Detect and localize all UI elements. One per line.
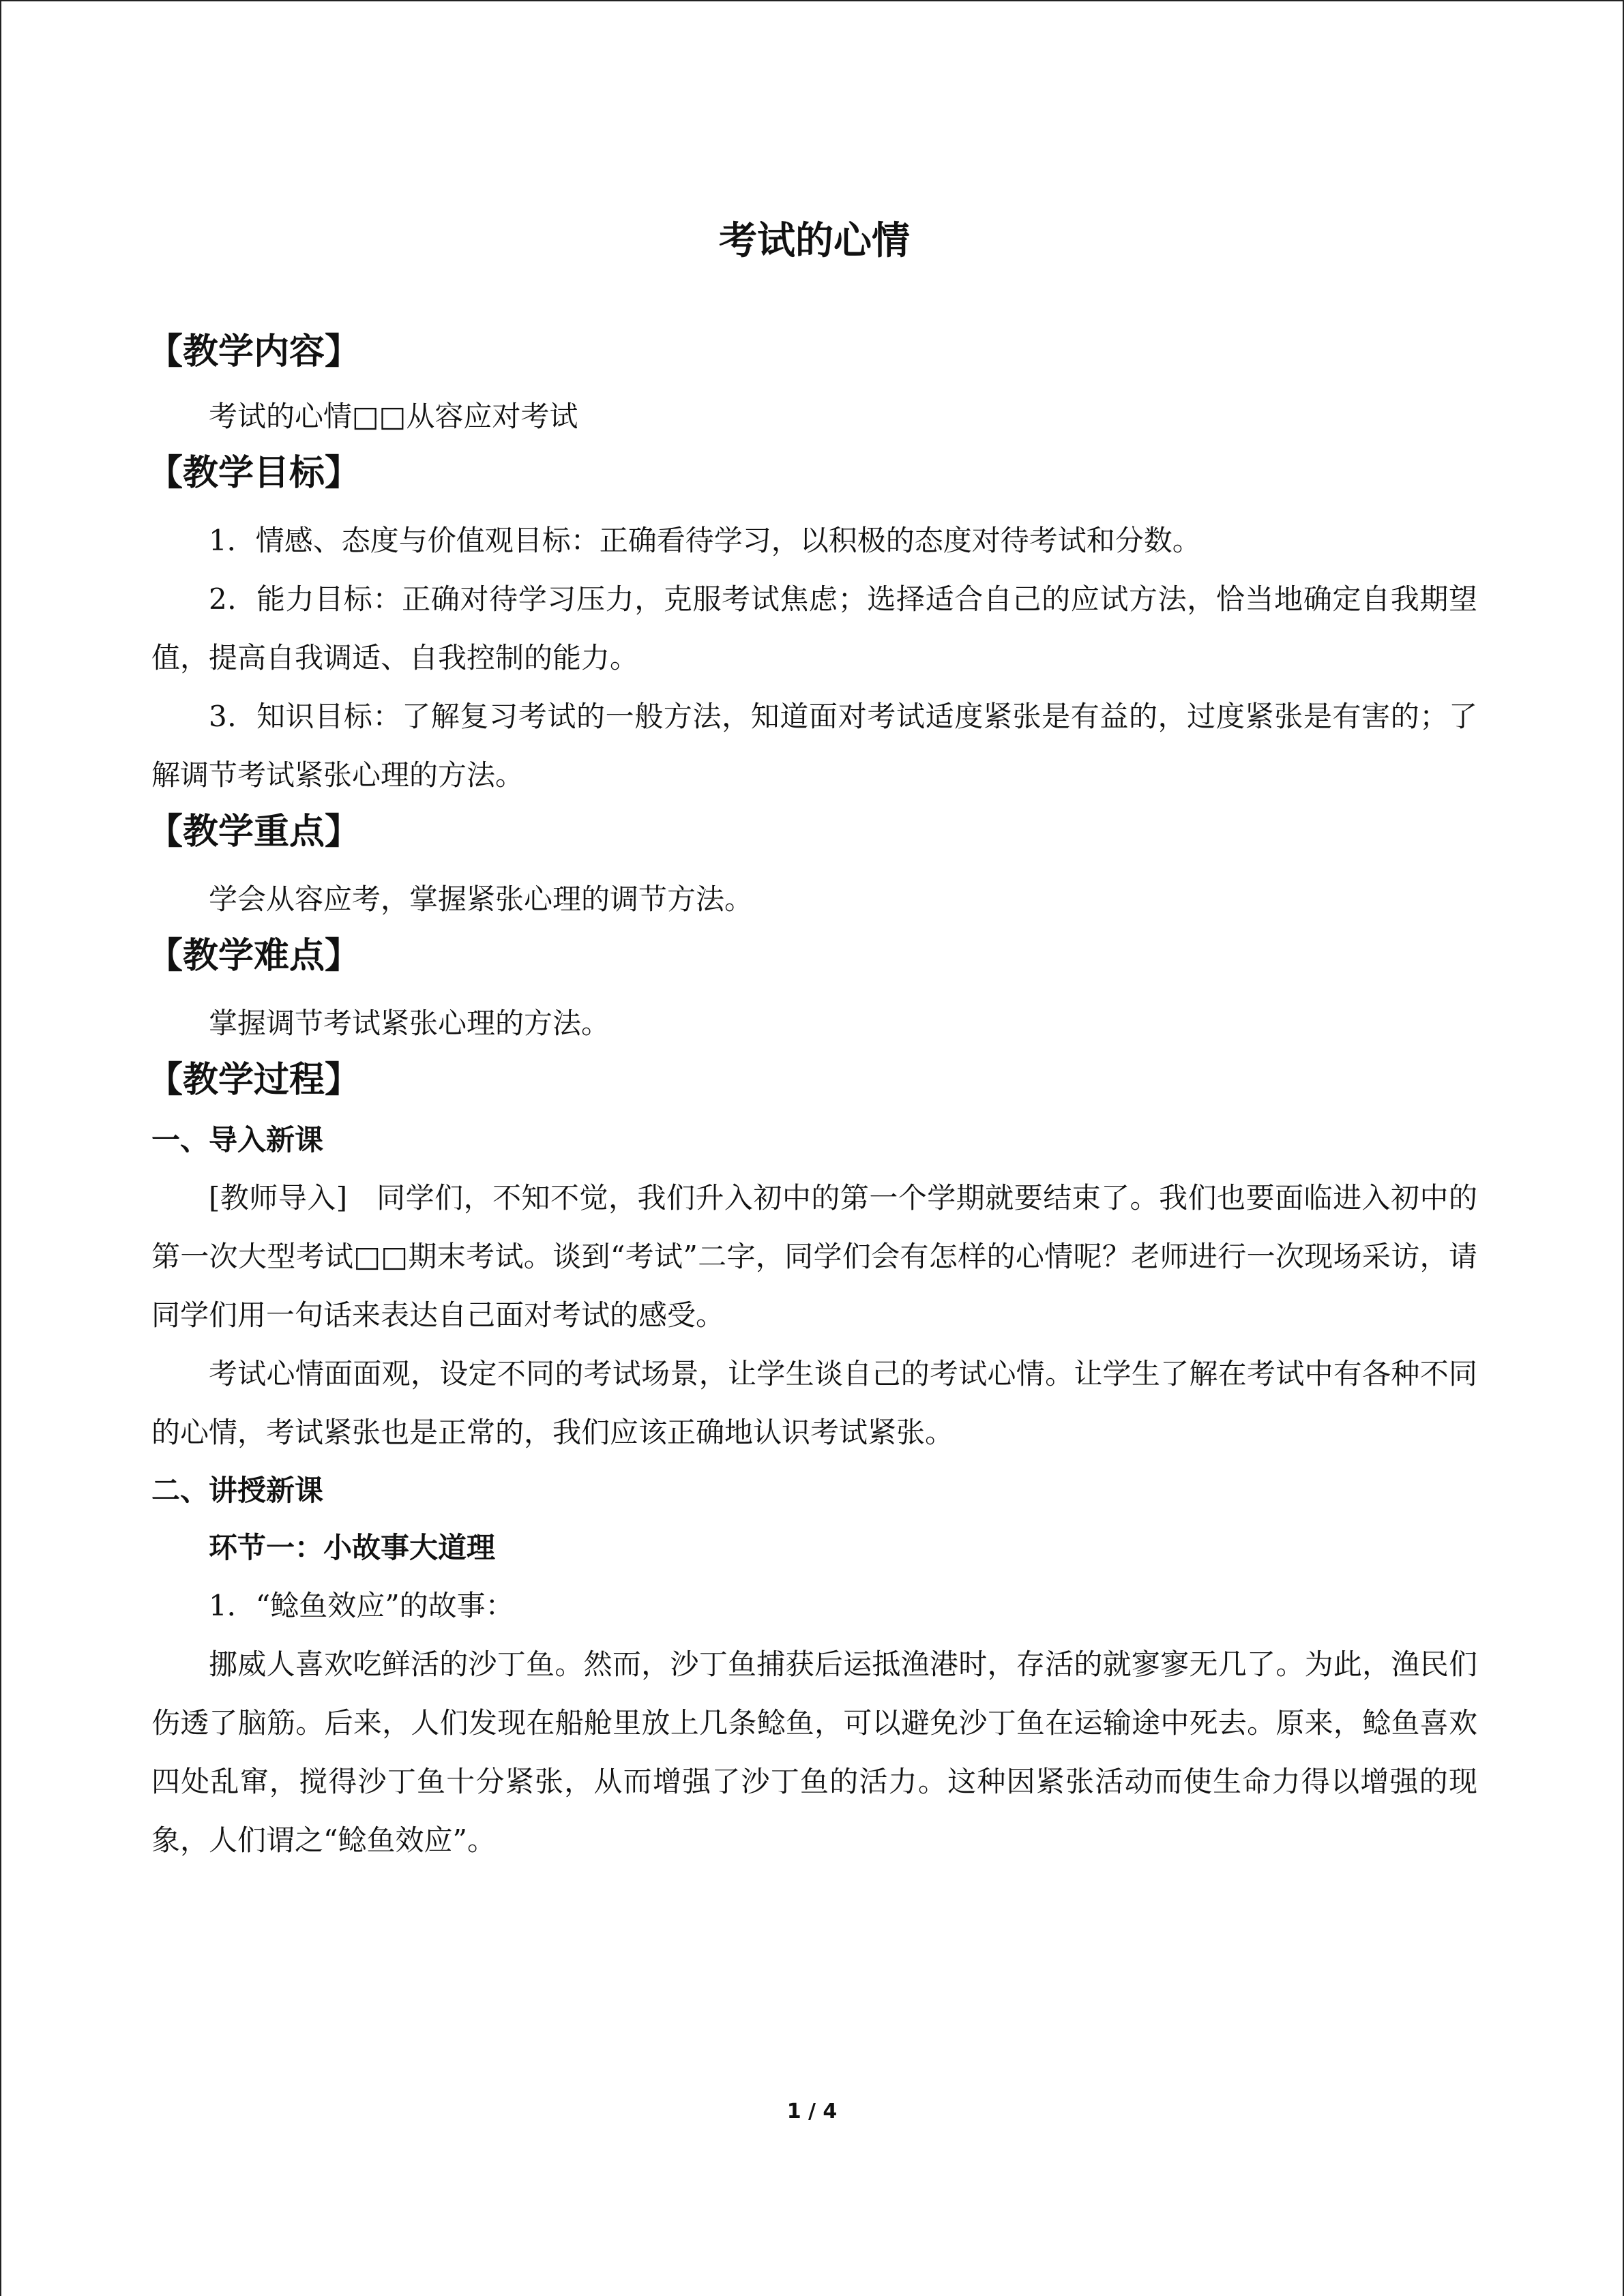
teaching-key-points-heading: 【教学重点】	[147, 811, 361, 852]
teaching-content-text: 考试的心情□□从容应对考试	[209, 400, 578, 433]
teaching-difficulty-heading: 【教学难点】	[147, 936, 361, 976]
teaching-process-heading: 【教学过程】	[147, 1060, 361, 1101]
part1-paragraph-1: [教师导入] 同学们，不知不觉，我们升入初中的第一个学期就要结束了。我们也要面临进入初中的第一次大型考试□□期末考试。谈到“考试”二字，同学们会有怎样的心情呢？老师进行一次现场采访，请同学们用一句话来表达自己面对考试的感受。	[151, 1181, 1477, 1332]
story-paragraph: 挪威人喜欢吃鲜活的沙丁鱼。然而，沙丁鱼捕获后运抵渔港时，存活的就寥寥无几了。为此，渔民们伤透了脑筋。后来，人们发现在船舱里放上几条鲶鱼，可以避免沙丁鱼在运输途中死去。原来，鲶鱼喜欢四处乱窜，搅得沙丁鱼十分紧张，从而增强了沙丁鱼的活力。这种因紧张活动而使生命力得以增强的现象，人们谓之“鲶鱼效应”。	[151, 1648, 1477, 1857]
page-number: 1 / 4	[786, 2100, 838, 2123]
story-title: 1．“鲶鱼效应”的故事：	[209, 1589, 514, 1622]
teaching-content-heading: 【教学内容】	[147, 331, 361, 372]
goal-item-3: 3．知识目标：了解复习考试的一般方法，知道面对考试适度紧张是有益的，过度紧张是有害的；了解调节考试紧张心理的方法。	[151, 700, 1477, 792]
teaching-key-points-text: 学会从容应考，掌握紧张心理的调节方法。	[209, 882, 754, 916]
part1-heading: 一、导入新课	[151, 1123, 324, 1157]
goal-item-1: 1．情感、态度与价值观目标：正确看待学习，以积极的态度对待考试和分数。	[209, 524, 1201, 557]
teaching-goals-heading: 【教学目标】	[147, 453, 361, 494]
part2-heading: 二、讲授新课	[151, 1474, 324, 1507]
goal-item-2: 2．能力目标：正确对待学习压力，克服考试焦虑；选择适合自己的应试方法，恰当地确定自我期望值，提高自我调适、自我控制的能力。	[151, 582, 1477, 674]
teaching-difficulty-text: 掌握调节考试紧张心理的方法。	[209, 1007, 610, 1040]
document-body	[147, 214, 1477, 1870]
part1-paragraph-2: 考试心情面面观，设定不同的考试场景，让学生谈自己的考试心情。让学生了解在考试中有各种不同的心情，考试紧张也是正常的，我们应该正确地认识考试紧张。	[151, 1357, 1477, 1449]
document-title: 考试的心情	[719, 219, 910, 263]
segment1-heading: 环节一：小故事大道理	[209, 1531, 496, 1564]
